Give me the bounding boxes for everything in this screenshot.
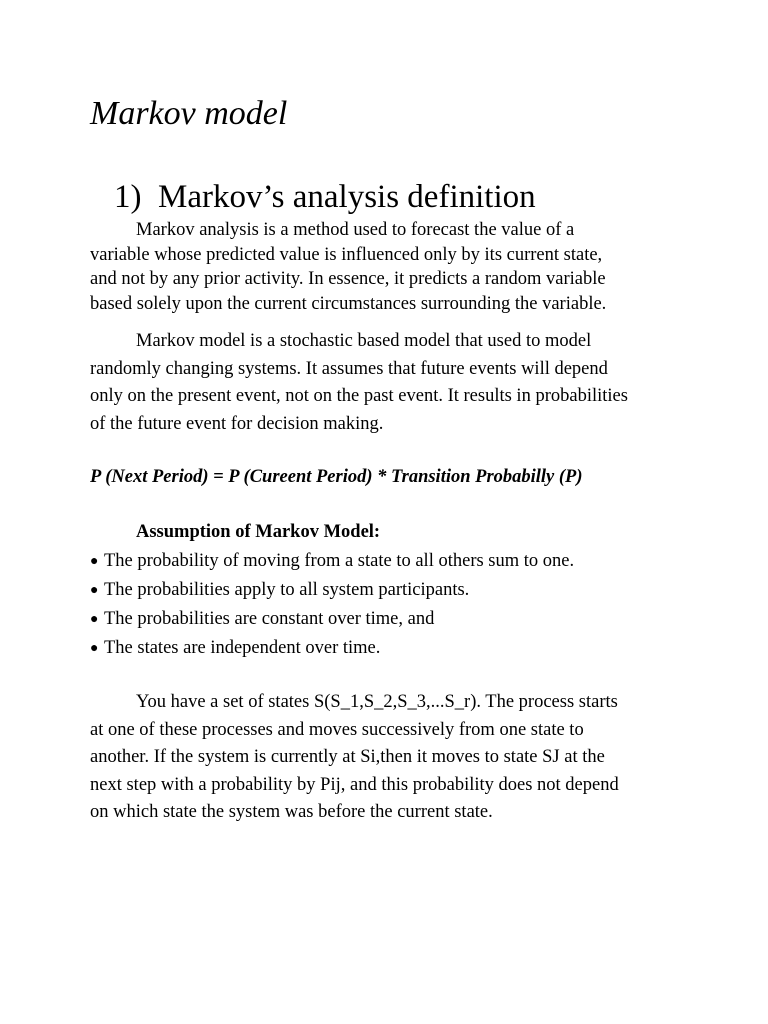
assumption-list <box>90 547 574 663</box>
section-heading <box>114 175 536 219</box>
section-heading-text: Markov’s analysis definition <box>158 179 536 215</box>
paragraph-line: another. If the system is currently at Si,then it moves to state SJ at the <box>90 747 605 767</box>
list-item <box>90 634 574 663</box>
paragraph-line: variable whose predicted value is influenced only by its current state, <box>90 244 603 265</box>
paragraph-line: based solely upon the current circumstances surrounding the variable. <box>90 293 607 314</box>
definition-paragraph <box>90 218 690 316</box>
list-item <box>90 576 574 605</box>
paragraph-line: randomly changing systems. It assumes that future events will depend <box>90 358 608 379</box>
formula: P (Next Period) = P (Cureent Period) * Transition Probabilly (P) <box>90 467 583 487</box>
bullet-icon: ● <box>90 641 99 656</box>
document-title: Markov model <box>90 95 288 132</box>
paragraph-line: next step with a probability by Pij, and this probability does not depend <box>90 774 619 795</box>
model-paragraph <box>90 328 710 438</box>
bullet-icon: ● <box>90 583 99 598</box>
list-item-text: The probability of moving from a state to all others sum to one. <box>104 551 575 571</box>
paragraph-line: Markov analysis is a method used to forecast the value of a <box>136 220 575 240</box>
paragraph-line: You have a set of states S(S_1,S_2,S_3,...S_r). The process starts <box>136 692 618 712</box>
section-number: 1) <box>114 179 142 215</box>
paragraph-line: and not by any prior activity. In essence, it predicts a random variable <box>90 269 606 289</box>
assumption-heading: Assumption of Markov Model: <box>136 522 381 542</box>
states-paragraph <box>90 689 710 827</box>
list-item-text: The probabilities are constant over time, and <box>104 609 435 629</box>
paragraph-line: Markov model is a stochastic based model that used to model <box>136 331 592 351</box>
paragraph-line: at one of these processes and moves successively from one state to <box>90 719 584 740</box>
bullet-icon: ● <box>90 612 99 627</box>
list-item-text: The probabilities apply to all system participants. <box>104 580 470 600</box>
list-item <box>90 605 574 634</box>
paragraph-line: only on the present event, not on the past event. It results in probabilities <box>90 386 628 406</box>
list-item <box>90 547 574 576</box>
paragraph-line: on which state the system was before the current state. <box>90 802 493 822</box>
bullet-icon: ● <box>90 554 99 569</box>
list-item-text: The states are independent over time. <box>104 638 381 658</box>
paragraph-line: of the future event for decision making. <box>90 413 384 434</box>
